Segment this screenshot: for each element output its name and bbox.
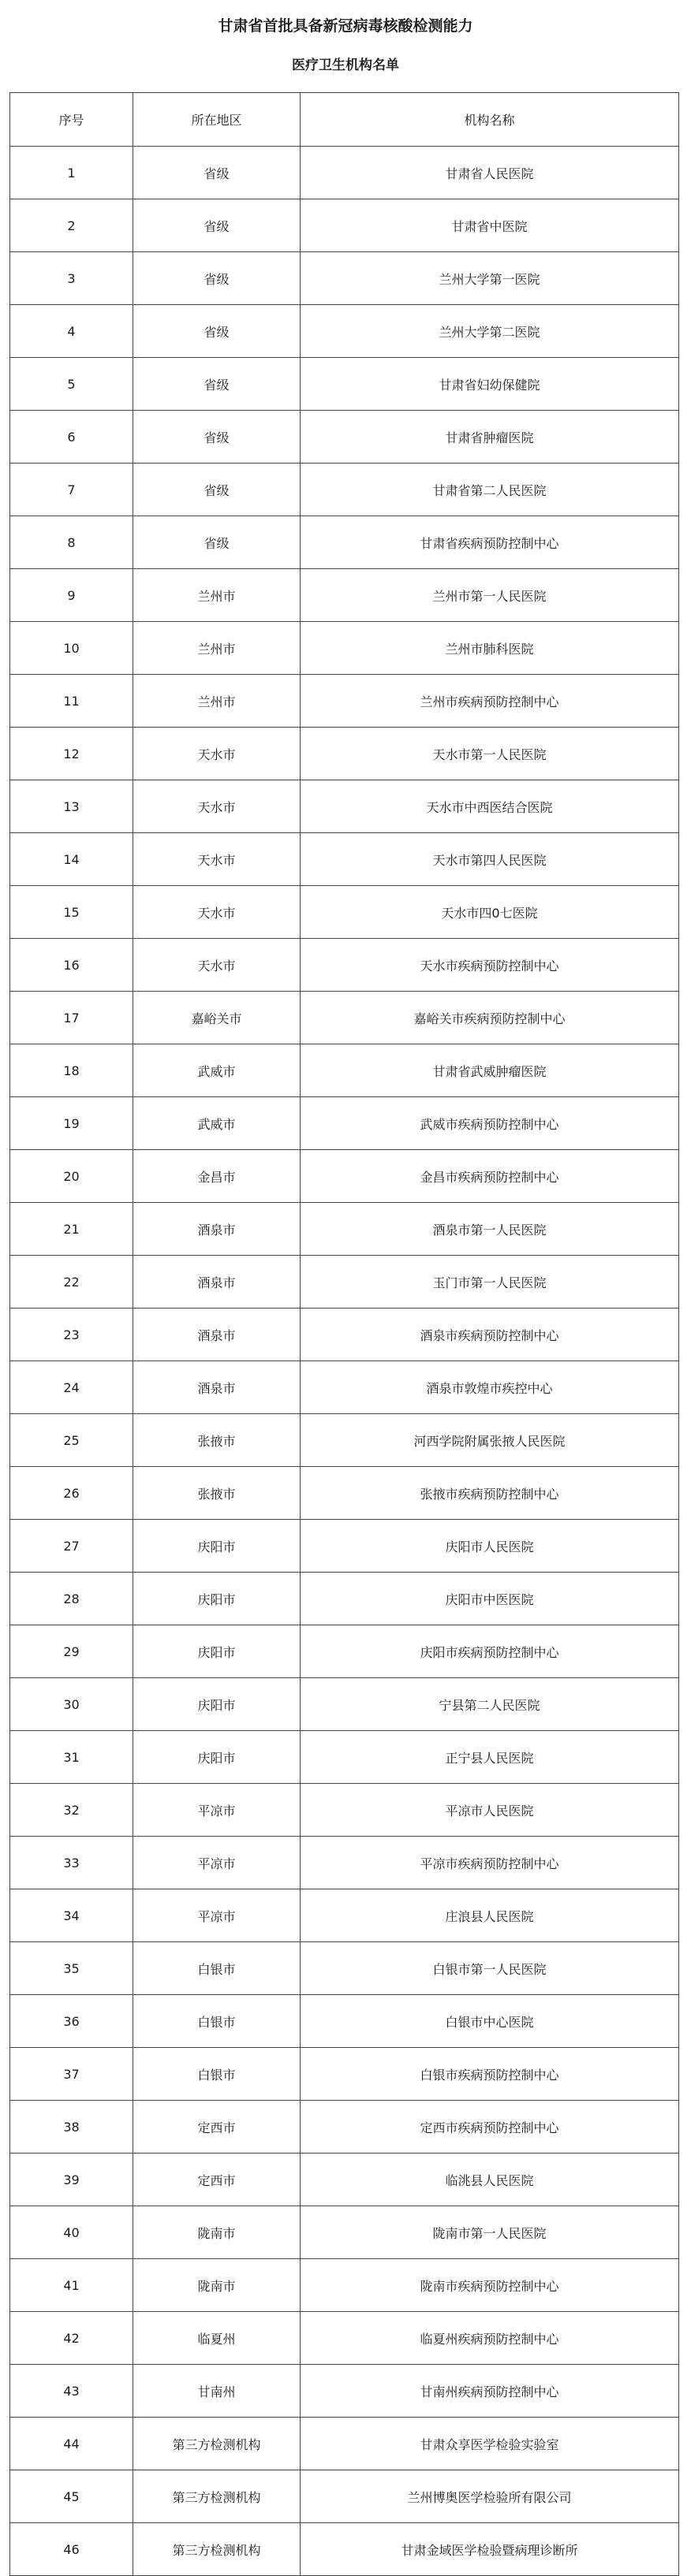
cell-region: 省级 bbox=[133, 358, 301, 411]
cell-serial-number: 41 bbox=[10, 2259, 133, 2312]
table-header-row bbox=[10, 93, 679, 147]
cell-region: 甘南州 bbox=[133, 2365, 301, 2418]
cell-serial-number: 12 bbox=[10, 728, 133, 780]
table-row bbox=[10, 1889, 679, 1942]
cell-serial-number: 17 bbox=[10, 992, 133, 1044]
cell-serial-number: 42 bbox=[10, 2312, 133, 2365]
table-row bbox=[10, 1256, 679, 1308]
cell-institution-name: 兰州大学第一医院 bbox=[301, 252, 679, 305]
cell-region: 兰州市 bbox=[133, 675, 301, 728]
table-row bbox=[10, 199, 679, 252]
cell-institution-name: 陇南市疾病预防控制中心 bbox=[301, 2259, 679, 2312]
cell-institution-name: 平凉市人民医院 bbox=[301, 1784, 679, 1837]
cell-institution-name: 天水市四0七医院 bbox=[301, 886, 679, 939]
cell-institution-name: 酒泉市疾病预防控制中心 bbox=[301, 1308, 679, 1361]
cell-institution-name: 嘉峪关市疾病预防控制中心 bbox=[301, 992, 679, 1044]
table-row bbox=[10, 2418, 679, 2470]
cell-serial-number: 45 bbox=[10, 2470, 133, 2523]
cell-institution-name: 张掖市疾病预防控制中心 bbox=[301, 1467, 679, 1520]
cell-region: 省级 bbox=[133, 305, 301, 358]
cell-serial-number: 38 bbox=[10, 2101, 133, 2153]
cell-institution-name: 甘肃金域医学检验暨病理诊断所 bbox=[301, 2523, 679, 2576]
cell-region: 天水市 bbox=[133, 939, 301, 992]
cell-institution-name: 临洮县人民医院 bbox=[301, 2153, 679, 2206]
cell-institution-name: 宁县第二人民医院 bbox=[301, 1678, 679, 1731]
table-row bbox=[10, 2259, 679, 2312]
cell-region: 平凉市 bbox=[133, 1889, 301, 1942]
cell-serial-number: 18 bbox=[10, 1044, 133, 1097]
cell-region: 陇南市 bbox=[133, 2259, 301, 2312]
table-row bbox=[10, 1467, 679, 1520]
cell-region: 兰州市 bbox=[133, 569, 301, 622]
cell-region: 第三方检测机构 bbox=[133, 2470, 301, 2523]
cell-region: 天水市 bbox=[133, 833, 301, 886]
cell-region: 陇南市 bbox=[133, 2206, 301, 2259]
cell-institution-name: 武威市疾病预防控制中心 bbox=[301, 1097, 679, 1150]
table-row bbox=[10, 411, 679, 463]
cell-serial-number: 14 bbox=[10, 833, 133, 886]
table-row bbox=[10, 1361, 679, 1414]
table-row bbox=[10, 2153, 679, 2206]
table-row bbox=[10, 886, 679, 939]
cell-institution-name: 白银市第一人民医院 bbox=[301, 1942, 679, 1995]
cell-institution-name: 金昌市疾病预防控制中心 bbox=[301, 1150, 679, 1203]
table-body bbox=[10, 147, 679, 2576]
cell-institution-name: 正宁县人民医院 bbox=[301, 1731, 679, 1784]
cell-serial-number: 15 bbox=[10, 886, 133, 939]
table-row bbox=[10, 1625, 679, 1678]
cell-region: 省级 bbox=[133, 147, 301, 199]
table-row bbox=[10, 1784, 679, 1837]
cell-serial-number: 16 bbox=[10, 939, 133, 992]
cell-serial-number: 26 bbox=[10, 1467, 133, 1520]
header-institution-name: 机构名称 bbox=[301, 93, 679, 147]
cell-institution-name: 河西学院附属张掖人民医院 bbox=[301, 1414, 679, 1467]
table-row bbox=[10, 780, 679, 833]
cell-institution-name: 兰州大学第二医院 bbox=[301, 305, 679, 358]
cell-serial-number: 25 bbox=[10, 1414, 133, 1467]
table-row bbox=[10, 305, 679, 358]
cell-serial-number: 23 bbox=[10, 1308, 133, 1361]
cell-serial-number: 4 bbox=[10, 305, 133, 358]
cell-region: 酒泉市 bbox=[133, 1203, 301, 1256]
cell-institution-name: 庆阳市中医医院 bbox=[301, 1573, 679, 1625]
table-row bbox=[10, 1414, 679, 1467]
cell-institution-name: 甘肃省肿瘤医院 bbox=[301, 411, 679, 463]
table-row bbox=[10, 1942, 679, 1995]
cell-serial-number: 31 bbox=[10, 1731, 133, 1784]
cell-region: 张掖市 bbox=[133, 1467, 301, 1520]
cell-region: 省级 bbox=[133, 411, 301, 463]
cell-serial-number: 37 bbox=[10, 2048, 133, 2101]
table-row bbox=[10, 1731, 679, 1784]
cell-institution-name: 甘肃众享医学检验实验室 bbox=[301, 2418, 679, 2470]
cell-institution-name: 临夏州疾病预防控制中心 bbox=[301, 2312, 679, 2365]
table-row bbox=[10, 358, 679, 411]
cell-region: 酒泉市 bbox=[133, 1256, 301, 1308]
cell-region: 酒泉市 bbox=[133, 1361, 301, 1414]
cell-institution-name: 甘肃省中医院 bbox=[301, 199, 679, 252]
cell-region: 省级 bbox=[133, 463, 301, 516]
cell-serial-number: 46 bbox=[10, 2523, 133, 2576]
cell-serial-number: 34 bbox=[10, 1889, 133, 1942]
cell-institution-name: 甘南州疾病预防控制中心 bbox=[301, 2365, 679, 2418]
cell-region: 临夏州 bbox=[133, 2312, 301, 2365]
cell-institution-name: 白银市中心医院 bbox=[301, 1995, 679, 2048]
cell-institution-name: 天水市疾病预防控制中心 bbox=[301, 939, 679, 992]
cell-institution-name: 甘肃省人民医院 bbox=[301, 147, 679, 199]
cell-serial-number: 2 bbox=[10, 199, 133, 252]
header-region: 所在地区 bbox=[133, 93, 301, 147]
cell-region: 省级 bbox=[133, 199, 301, 252]
table-row bbox=[10, 675, 679, 728]
table-row bbox=[10, 1678, 679, 1731]
cell-serial-number: 6 bbox=[10, 411, 133, 463]
header-serial-number: 序号 bbox=[10, 93, 133, 147]
cell-region: 庆阳市 bbox=[133, 1731, 301, 1784]
cell-institution-name: 天水市第四人民医院 bbox=[301, 833, 679, 886]
cell-serial-number: 44 bbox=[10, 2418, 133, 2470]
cell-serial-number: 33 bbox=[10, 1837, 133, 1889]
cell-region: 省级 bbox=[133, 516, 301, 569]
cell-serial-number: 24 bbox=[10, 1361, 133, 1414]
cell-institution-name: 兰州博奥医学检验所有限公司 bbox=[301, 2470, 679, 2523]
cell-region: 第三方检测机构 bbox=[133, 2418, 301, 2470]
cell-region: 定西市 bbox=[133, 2101, 301, 2153]
cell-institution-name: 甘肃省疾病预防控制中心 bbox=[301, 516, 679, 569]
cell-region: 天水市 bbox=[133, 728, 301, 780]
table-row bbox=[10, 2048, 679, 2101]
cell-serial-number: 13 bbox=[10, 780, 133, 833]
table-row bbox=[10, 833, 679, 886]
cell-region: 平凉市 bbox=[133, 1784, 301, 1837]
table-row bbox=[10, 939, 679, 992]
page-subtitle: 医疗卫生机构名单 bbox=[292, 58, 399, 73]
cell-institution-name: 庆阳市人民医院 bbox=[301, 1520, 679, 1573]
cell-serial-number: 35 bbox=[10, 1942, 133, 1995]
table-row bbox=[10, 1837, 679, 1889]
table-row bbox=[10, 1995, 679, 2048]
cell-serial-number: 11 bbox=[10, 675, 133, 728]
cell-institution-name: 定西市疾病预防控制中心 bbox=[301, 2101, 679, 2153]
table-row bbox=[10, 2101, 679, 2153]
table-row bbox=[10, 622, 679, 675]
cell-institution-name: 甘肃省妇幼保健院 bbox=[301, 358, 679, 411]
table-row bbox=[10, 2365, 679, 2418]
table-row bbox=[10, 1308, 679, 1361]
cell-serial-number: 40 bbox=[10, 2206, 133, 2259]
cell-serial-number: 19 bbox=[10, 1097, 133, 1150]
table-row bbox=[10, 728, 679, 780]
cell-institution-name: 庄浪县人民医院 bbox=[301, 1889, 679, 1942]
cell-region: 武威市 bbox=[133, 1044, 301, 1097]
cell-region: 省级 bbox=[133, 252, 301, 305]
table-row bbox=[10, 992, 679, 1044]
cell-serial-number: 32 bbox=[10, 1784, 133, 1837]
table-row bbox=[10, 1520, 679, 1573]
cell-serial-number: 29 bbox=[10, 1625, 133, 1678]
cell-institution-name: 甘肃省武威肿瘤医院 bbox=[301, 1044, 679, 1097]
cell-region: 兰州市 bbox=[133, 622, 301, 675]
cell-region: 第三方检测机构 bbox=[133, 2523, 301, 2576]
table-row bbox=[10, 1150, 679, 1203]
cell-institution-name: 玉门市第一人民医院 bbox=[301, 1256, 679, 1308]
cell-institution-name: 兰州市肺科医院 bbox=[301, 622, 679, 675]
cell-institution-name: 酒泉市敦煌市疾控中心 bbox=[301, 1361, 679, 1414]
table-row bbox=[10, 1203, 679, 1256]
cell-serial-number: 43 bbox=[10, 2365, 133, 2418]
cell-region: 金昌市 bbox=[133, 1150, 301, 1203]
cell-region: 天水市 bbox=[133, 886, 301, 939]
cell-region: 白银市 bbox=[133, 2048, 301, 2101]
cell-institution-name: 天水市第一人民医院 bbox=[301, 728, 679, 780]
table-row bbox=[10, 569, 679, 622]
cell-region: 天水市 bbox=[133, 780, 301, 833]
cell-institution-name: 庆阳市疾病预防控制中心 bbox=[301, 1625, 679, 1678]
cell-region: 定西市 bbox=[133, 2153, 301, 2206]
cell-institution-name: 甘肃省第二人民医院 bbox=[301, 463, 679, 516]
cell-serial-number: 5 bbox=[10, 358, 133, 411]
table-row bbox=[10, 147, 679, 199]
cell-serial-number: 30 bbox=[10, 1678, 133, 1731]
cell-region: 白银市 bbox=[133, 1995, 301, 2048]
page-title: 甘肃省首批具备新冠病毒核酸检测能力 bbox=[218, 17, 473, 35]
table-row bbox=[10, 252, 679, 305]
cell-serial-number: 7 bbox=[10, 463, 133, 516]
cell-region: 庆阳市 bbox=[133, 1573, 301, 1625]
cell-institution-name: 白银市疾病预防控制中心 bbox=[301, 2048, 679, 2101]
cell-region: 嘉峪关市 bbox=[133, 992, 301, 1044]
table-row bbox=[10, 516, 679, 569]
table-row bbox=[10, 1097, 679, 1150]
cell-serial-number: 27 bbox=[10, 1520, 133, 1573]
cell-serial-number: 1 bbox=[10, 147, 133, 199]
table-row bbox=[10, 2206, 679, 2259]
cell-region: 庆阳市 bbox=[133, 1625, 301, 1678]
cell-institution-name: 兰州市疾病预防控制中心 bbox=[301, 675, 679, 728]
cell-serial-number: 9 bbox=[10, 569, 133, 622]
cell-region: 白银市 bbox=[133, 1942, 301, 1995]
table-row bbox=[10, 2470, 679, 2523]
cell-institution-name: 兰州市第一人民医院 bbox=[301, 569, 679, 622]
cell-serial-number: 28 bbox=[10, 1573, 133, 1625]
cell-serial-number: 10 bbox=[10, 622, 133, 675]
cell-region: 武威市 bbox=[133, 1097, 301, 1150]
cell-institution-name: 陇南市第一人民医院 bbox=[301, 2206, 679, 2259]
table-row bbox=[10, 2312, 679, 2365]
table-row bbox=[10, 1044, 679, 1097]
cell-region: 张掖市 bbox=[133, 1414, 301, 1467]
cell-serial-number: 22 bbox=[10, 1256, 133, 1308]
cell-region: 庆阳市 bbox=[133, 1678, 301, 1731]
cell-region: 平凉市 bbox=[133, 1837, 301, 1889]
table-row bbox=[10, 1573, 679, 1625]
cell-serial-number: 36 bbox=[10, 1995, 133, 2048]
cell-institution-name: 酒泉市第一人民医院 bbox=[301, 1203, 679, 1256]
cell-serial-number: 21 bbox=[10, 1203, 133, 1256]
cell-serial-number: 8 bbox=[10, 516, 133, 569]
institution-table bbox=[9, 92, 679, 2576]
table-row bbox=[10, 463, 679, 516]
table-row bbox=[10, 2523, 679, 2576]
cell-serial-number: 3 bbox=[10, 252, 133, 305]
cell-region: 庆阳市 bbox=[133, 1520, 301, 1573]
cell-serial-number: 39 bbox=[10, 2153, 133, 2206]
cell-institution-name: 天水市中西医结合医院 bbox=[301, 780, 679, 833]
cell-serial-number: 20 bbox=[10, 1150, 133, 1203]
cell-institution-name: 平凉市疾病预防控制中心 bbox=[301, 1837, 679, 1889]
cell-region: 酒泉市 bbox=[133, 1308, 301, 1361]
